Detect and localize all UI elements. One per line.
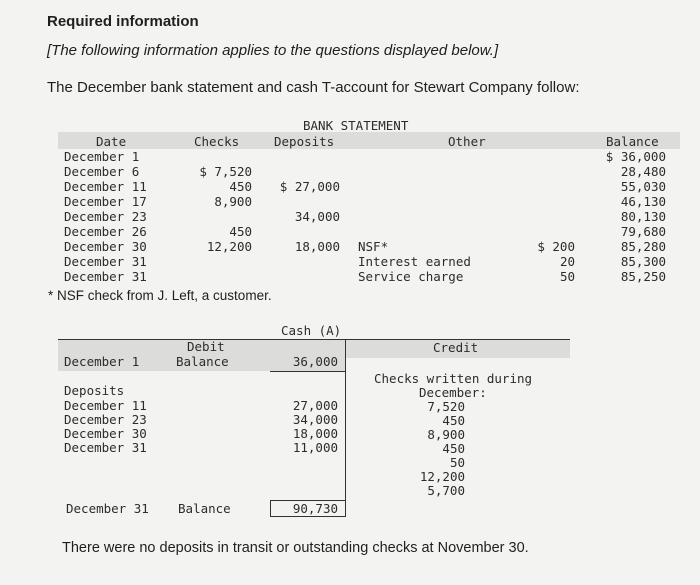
bank-statement-title: BANK STATEMENT	[303, 118, 409, 133]
debit-balance-label: Balance	[176, 354, 229, 369]
credit-check-amount: 8,900	[427, 427, 465, 442]
deposit-amount: 11,000	[292, 440, 338, 455]
stmt-balance: 28,480	[620, 164, 666, 179]
stmt-other-amount: 20	[559, 254, 575, 269]
checks-written-label: Checks written during	[374, 371, 533, 386]
stmt-other-label: Service charge	[358, 269, 464, 284]
opening-date: December 1	[64, 354, 140, 369]
credit-check-amount: 450	[442, 413, 465, 428]
deposits-label: Deposits	[64, 383, 125, 398]
stmt-deposit: 34,000	[294, 209, 340, 224]
deposit-amount: 18,000	[292, 426, 338, 441]
t-account-top-line	[58, 339, 570, 340]
closing-balance-label: Balance	[178, 501, 231, 516]
col-other-header: Other	[448, 134, 486, 149]
col-deposits-header: Deposits	[274, 134, 335, 149]
stmt-balance: $ 36,000	[605, 149, 666, 164]
stmt-date: December 31	[64, 254, 147, 269]
stmt-check: 12,200	[206, 239, 252, 254]
t-account-closing-underline	[270, 516, 345, 517]
stmt-date: December 31	[64, 269, 147, 284]
stmt-deposit: $ 27,000	[279, 179, 340, 194]
stmt-check: $ 7,520	[199, 164, 252, 179]
footer-note: There were no deposits in transit or outstanding checks at November 30.	[62, 540, 529, 556]
credit-check-amount: 5,700	[427, 483, 465, 498]
nsf-footnote: * NSF check from J. Left, a customer.	[48, 288, 272, 303]
stmt-date: December 23	[64, 209, 147, 224]
t-account-divider	[345, 339, 346, 517]
stmt-other-label: NSF*	[358, 239, 389, 254]
deposit-date: December 23	[64, 412, 147, 427]
closing-amount: 90,730	[292, 501, 338, 516]
credit-label: Credit	[433, 340, 479, 355]
deposit-date: December 30	[64, 426, 147, 441]
stmt-other-label: Interest earned	[358, 254, 471, 269]
stmt-check: 8,900	[214, 194, 252, 209]
stmt-date: December 1	[64, 149, 140, 164]
credit-check-amount: 7,520	[427, 399, 465, 414]
stmt-check: 450	[229, 179, 252, 194]
stmt-date: December 30	[64, 239, 147, 254]
deposit-date: December 11	[64, 398, 147, 413]
stmt-deposit: 18,000	[294, 239, 340, 254]
info-note: [The following information applies to the questions displayed below.]	[47, 42, 499, 59]
debit-label: Debit	[187, 339, 225, 354]
cash-account-title: Cash (A)	[281, 323, 342, 338]
deposit-amount: 27,000	[292, 398, 338, 413]
closing-date: December 31	[66, 501, 149, 516]
stmt-balance: 85,300	[620, 254, 666, 269]
section-title: Required information	[47, 13, 199, 30]
stmt-balance: 85,250	[620, 269, 666, 284]
deposit-date: December 31	[64, 440, 147, 455]
intro-text: The December bank statement and cash T-account for Stewart Company follow:	[47, 79, 580, 96]
stmt-date: December 26	[64, 224, 147, 239]
stmt-balance: 79,680	[620, 224, 666, 239]
credit-check-amount: 50	[449, 455, 465, 470]
stmt-balance: 85,280	[620, 239, 666, 254]
deposit-amount: 34,000	[292, 412, 338, 427]
credit-check-amount: 450	[442, 441, 465, 456]
stmt-balance: 80,130	[620, 209, 666, 224]
stmt-other-amount: $ 200	[537, 239, 575, 254]
stmt-date: December 6	[64, 164, 140, 179]
col-date-header: Date	[96, 134, 127, 149]
t-account-opening-underline	[270, 371, 345, 372]
stmt-date: December 17	[64, 194, 147, 209]
stmt-balance: 46,130	[620, 194, 666, 209]
stmt-other-amount: 50	[559, 269, 575, 284]
col-balance-header: Balance	[606, 134, 659, 149]
checks-written-month: December:	[419, 385, 487, 400]
stmt-check: 450	[229, 224, 252, 239]
stmt-date: December 11	[64, 179, 147, 194]
stmt-balance: 55,030	[620, 179, 666, 194]
col-checks-header: Checks	[194, 134, 240, 149]
credit-check-amount: 12,200	[419, 469, 465, 484]
opening-amount: 36,000	[292, 354, 338, 369]
bank-statement-header-band	[58, 132, 680, 149]
